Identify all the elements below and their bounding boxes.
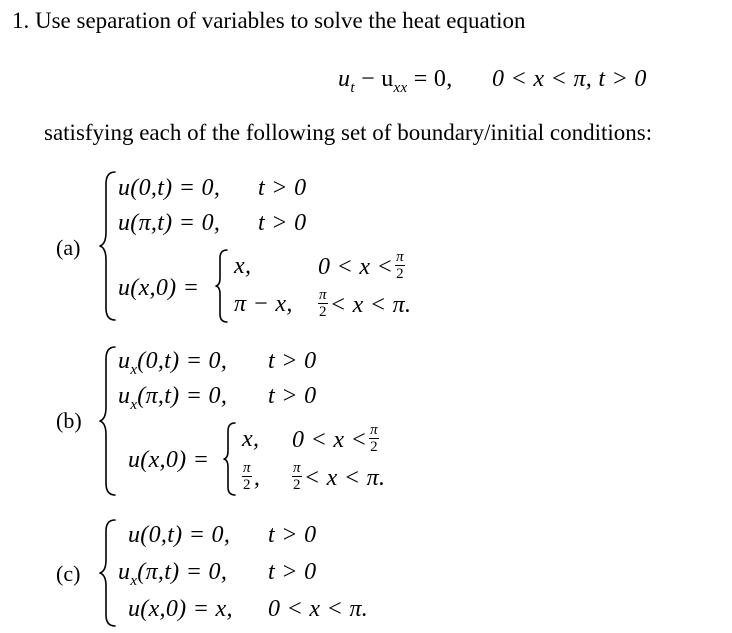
part-b-bc1: $u_x(0,t) = 0$, (118, 348, 228, 378)
part-a-ic-lhs: u(x,0) = (118, 275, 200, 301)
pi-over-2-fraction: $\frac{\pi}{2}$ (396, 249, 404, 282)
part-c-brace (98, 518, 118, 628)
part-b-bc1-range: t > 0 (268, 348, 317, 374)
part-c-ic: u(x,0) = x, (128, 596, 233, 622)
part-a-label: (a) (56, 235, 81, 260)
part-b-label: (b) (56, 408, 82, 433)
part-c-bc2: $u_x(\pi,t) = 0$, (118, 559, 228, 589)
part-c-bc1: u(0,t) = 0, (128, 522, 231, 548)
part-b-bc2: $u_x(\pi,t) = 0$, (118, 383, 228, 413)
pi-over-2-fraction: $\frac{\pi}{2}$ (293, 460, 301, 493)
conditions-intro: satisfying each of the following set of boundary/initial conditions: (44, 120, 653, 145)
part-a-bc1-range: t > 0 (258, 175, 307, 201)
problem-statement (12, 8, 526, 34)
part-c-ic-range: 0 < x < π. (268, 596, 369, 622)
part-b-brace (98, 345, 118, 497)
part-b-case1-range: 0 < x < $\frac{\pi}{2}$ (292, 422, 378, 455)
part-a-bc2-range: t > 0 (258, 210, 307, 236)
part-b-case2-expr: $\frac{\pi}{2}$ , (243, 460, 261, 493)
pi-over-2-fraction: $\frac{\pi}{2}$ (370, 422, 378, 455)
part-c-bc2-range: t > 0 (268, 559, 317, 585)
part-b-bc2-range: t > 0 (268, 383, 317, 409)
part-a-case-brace (214, 248, 230, 324)
part-b-case-brace (222, 421, 238, 497)
part-a-case2-expr: π − x, (234, 291, 293, 317)
part-a-bc2: u(π,t) = 0, (118, 210, 221, 236)
part-b-ic-lhs: u(x,0) = (128, 447, 210, 473)
part-c-bc1-range: t > 0 (268, 522, 317, 548)
part-a-case1-expr: x, (234, 253, 252, 279)
part-a-brace (98, 170, 118, 322)
equation-domain: 0 < x < π, t > 0 (492, 66, 647, 92)
pi-over-2-fraction: $\frac{\pi}{2}$ (243, 460, 251, 493)
part-c-label: (c) (56, 561, 81, 586)
part-a-case1-range: 0 < x < $\frac{\pi}{2}$ (318, 249, 404, 282)
problem-number: 1. (12, 8, 30, 33)
part-b-case2-range: $\frac{\pi}{2}$ < x < π. (293, 460, 386, 493)
part-a-bc1: u(0,t) = 0, (118, 175, 221, 201)
problem-intro: Use separation of variables to solve the heat equation (35, 8, 526, 33)
pi-over-2-fraction: $\frac{\pi}{2}$ (319, 287, 327, 320)
heat-equation: $u_t - u_{xx} = 0$, (338, 66, 453, 96)
part-b-case1-expr: x, (242, 426, 260, 452)
part-a-case2-range: $\frac{\pi}{2}$ < x < π. (319, 287, 412, 320)
